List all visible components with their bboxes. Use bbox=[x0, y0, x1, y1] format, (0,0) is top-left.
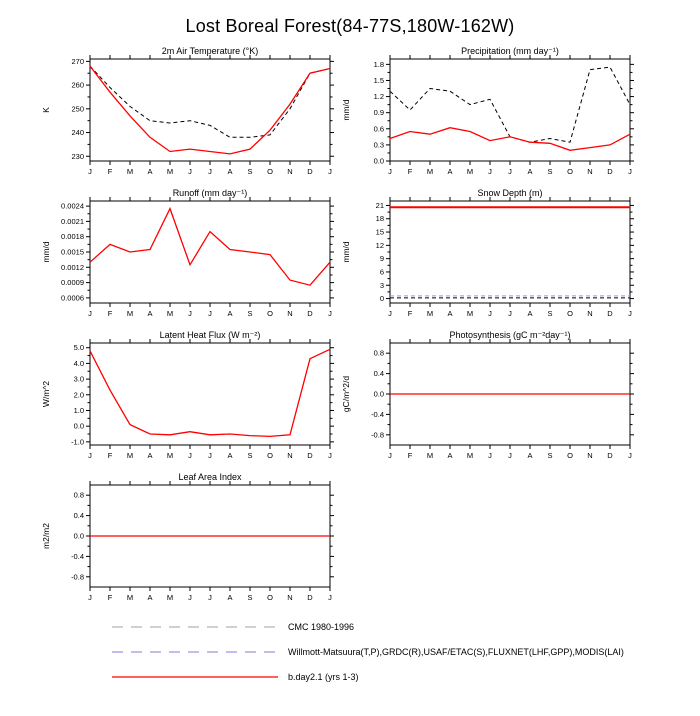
svg-text:0.0: 0.0 bbox=[373, 156, 384, 166]
svg-text:230: 230 bbox=[71, 151, 84, 161]
svg-text:M: M bbox=[166, 593, 174, 602]
svg-text:A: A bbox=[447, 451, 453, 460]
svg-text:D: D bbox=[607, 451, 613, 460]
svg-text:6: 6 bbox=[379, 267, 384, 277]
svg-text:M: M bbox=[126, 593, 134, 602]
legend-entry bbox=[110, 671, 700, 683]
svg-text:0.0024: 0.0024 bbox=[61, 201, 84, 211]
svg-text:J: J bbox=[328, 451, 332, 460]
svg-text:J: J bbox=[388, 167, 392, 176]
svg-text:5.0: 5.0 bbox=[73, 343, 84, 353]
legend-label: b.day2.1 (yrs 1-3) bbox=[288, 672, 359, 682]
svg-text:N: N bbox=[287, 309, 293, 318]
svg-text:0.0: 0.0 bbox=[73, 421, 84, 431]
svg-text:O: O bbox=[267, 451, 273, 460]
svg-text:J: J bbox=[628, 451, 632, 460]
chart-canvas-runoff bbox=[38, 187, 338, 327]
svg-text:J: J bbox=[628, 167, 632, 176]
svg-text:250: 250 bbox=[71, 104, 84, 114]
svg-text:S: S bbox=[247, 593, 253, 602]
svg-text:N: N bbox=[587, 309, 593, 318]
chart-canvas-snow-depth bbox=[338, 187, 638, 327]
svg-text:Leaf Area Index: Leaf Area Index bbox=[178, 472, 242, 482]
svg-text:D: D bbox=[307, 167, 313, 176]
svg-text:M: M bbox=[466, 309, 474, 318]
svg-text:M: M bbox=[126, 451, 134, 460]
svg-text:J: J bbox=[188, 167, 192, 176]
svg-text:-0.4: -0.4 bbox=[71, 551, 84, 561]
svg-text:D: D bbox=[607, 309, 613, 318]
charts-grid bbox=[38, 45, 700, 611]
svg-text:-0.4: -0.4 bbox=[371, 409, 384, 419]
svg-text:J: J bbox=[388, 309, 392, 318]
svg-text:J: J bbox=[488, 451, 492, 460]
svg-text:0: 0 bbox=[379, 294, 384, 304]
svg-text:J: J bbox=[88, 451, 92, 460]
svg-text:M: M bbox=[426, 451, 434, 460]
svg-text:S: S bbox=[547, 451, 553, 460]
svg-text:0.6: 0.6 bbox=[373, 124, 384, 134]
svg-text:0.8: 0.8 bbox=[373, 348, 384, 358]
svg-text:Runoff (mm day⁻¹): Runoff (mm day⁻¹) bbox=[172, 188, 248, 198]
svg-text:2m Air Temperature (°K): 2m Air Temperature (°K) bbox=[161, 46, 259, 56]
svg-text:O: O bbox=[267, 309, 273, 318]
svg-text:A: A bbox=[147, 593, 153, 602]
svg-text:A: A bbox=[227, 593, 233, 602]
svg-text:0.0009: 0.0009 bbox=[61, 278, 84, 288]
svg-text:O: O bbox=[267, 593, 273, 602]
svg-text:A: A bbox=[527, 309, 533, 318]
svg-text:Precipitation (mm day⁻¹): Precipitation (mm day⁻¹) bbox=[461, 46, 559, 56]
svg-text:1.0: 1.0 bbox=[73, 405, 84, 415]
series-line bbox=[90, 349, 330, 436]
svg-text:W/m^2: W/m^2 bbox=[41, 380, 51, 408]
svg-text:Latent Heat Flux (W m⁻²): Latent Heat Flux (W m⁻²) bbox=[159, 330, 261, 340]
svg-text:J: J bbox=[208, 167, 212, 176]
chart-panel-photosynthesis bbox=[338, 329, 638, 469]
legend-line-swatch bbox=[110, 646, 280, 658]
svg-text:J: J bbox=[208, 309, 212, 318]
svg-text:M: M bbox=[426, 309, 434, 318]
svg-text:J: J bbox=[488, 309, 492, 318]
svg-text:Snow Depth (m): Snow Depth (m) bbox=[477, 188, 543, 198]
svg-text:3: 3 bbox=[379, 280, 384, 290]
legend bbox=[110, 621, 700, 683]
svg-text:270: 270 bbox=[71, 56, 84, 66]
svg-text:M: M bbox=[126, 167, 134, 176]
page-title: Lost Boreal Forest(84-77S,180W-162W) bbox=[185, 16, 515, 36]
series-line bbox=[90, 209, 330, 286]
svg-text:gC/m^2/d: gC/m^2/d bbox=[341, 375, 351, 413]
svg-text:18: 18 bbox=[375, 214, 384, 224]
svg-text:S: S bbox=[247, 451, 253, 460]
svg-text:-1.0: -1.0 bbox=[71, 437, 84, 447]
svg-text:A: A bbox=[227, 451, 233, 460]
svg-text:J: J bbox=[328, 593, 332, 602]
svg-text:J: J bbox=[488, 167, 492, 176]
svg-text:A: A bbox=[147, 451, 153, 460]
series-line bbox=[90, 66, 330, 154]
svg-text:9: 9 bbox=[379, 254, 384, 264]
svg-text:mm/d: mm/d bbox=[341, 99, 351, 121]
svg-text:Photosynthesis (gC m⁻²day⁻¹): Photosynthesis (gC m⁻²day⁻¹) bbox=[449, 330, 571, 340]
svg-text:S: S bbox=[547, 309, 553, 318]
svg-text:O: O bbox=[267, 167, 273, 176]
svg-text:N: N bbox=[287, 593, 293, 602]
svg-text:D: D bbox=[607, 167, 613, 176]
chart-canvas-leaf-area-index bbox=[38, 471, 338, 611]
svg-text:J: J bbox=[88, 593, 92, 602]
svg-text:F: F bbox=[107, 167, 113, 176]
svg-text:O: O bbox=[567, 167, 573, 176]
svg-text:N: N bbox=[587, 167, 593, 176]
svg-text:F: F bbox=[407, 451, 413, 460]
svg-text:0.4: 0.4 bbox=[73, 511, 84, 521]
legend-line-swatch bbox=[110, 621, 280, 633]
report-page bbox=[0, 16, 700, 683]
svg-text:J: J bbox=[208, 451, 212, 460]
svg-text:-0.8: -0.8 bbox=[371, 430, 384, 440]
svg-text:0.9: 0.9 bbox=[373, 108, 384, 118]
svg-text:M: M bbox=[426, 167, 434, 176]
svg-text:m2/m2: m2/m2 bbox=[41, 523, 51, 549]
svg-text:F: F bbox=[107, 309, 113, 318]
svg-text:0.0012: 0.0012 bbox=[61, 262, 84, 272]
svg-text:15: 15 bbox=[375, 227, 384, 237]
svg-text:O: O bbox=[567, 451, 573, 460]
svg-text:260: 260 bbox=[71, 80, 84, 90]
svg-text:A: A bbox=[147, 167, 153, 176]
svg-text:J: J bbox=[508, 451, 512, 460]
svg-text:0.0006: 0.0006 bbox=[61, 293, 84, 303]
svg-text:3.0: 3.0 bbox=[73, 374, 84, 384]
series-line bbox=[390, 128, 630, 151]
svg-text:J: J bbox=[208, 593, 212, 602]
chart-canvas-precipitation bbox=[338, 45, 638, 185]
svg-text:A: A bbox=[527, 167, 533, 176]
svg-text:D: D bbox=[307, 309, 313, 318]
svg-text:A: A bbox=[227, 309, 233, 318]
svg-text:0.0015: 0.0015 bbox=[61, 247, 84, 257]
svg-text:D: D bbox=[307, 451, 313, 460]
legend-line-swatch bbox=[110, 671, 280, 683]
svg-text:F: F bbox=[407, 309, 413, 318]
svg-text:J: J bbox=[88, 167, 92, 176]
svg-text:-0.8: -0.8 bbox=[71, 572, 84, 582]
svg-text:J: J bbox=[328, 309, 332, 318]
chart-panel-runoff bbox=[38, 187, 338, 327]
svg-text:S: S bbox=[247, 309, 253, 318]
svg-text:J: J bbox=[328, 167, 332, 176]
svg-text:J: J bbox=[628, 309, 632, 318]
svg-text:M: M bbox=[466, 167, 474, 176]
svg-text:12: 12 bbox=[375, 240, 384, 250]
svg-text:O: O bbox=[567, 309, 573, 318]
series-line bbox=[90, 66, 330, 137]
svg-text:A: A bbox=[447, 167, 453, 176]
chart-panel-snow-depth bbox=[338, 187, 638, 327]
svg-text:M: M bbox=[466, 451, 474, 460]
svg-text:0.0021: 0.0021 bbox=[61, 216, 84, 226]
svg-text:F: F bbox=[107, 593, 113, 602]
svg-text:S: S bbox=[247, 167, 253, 176]
svg-text:M: M bbox=[126, 309, 134, 318]
svg-text:A: A bbox=[147, 309, 153, 318]
legend-entry bbox=[110, 621, 700, 633]
svg-text:1.5: 1.5 bbox=[373, 75, 384, 85]
svg-text:2.0: 2.0 bbox=[73, 390, 84, 400]
legend-label: Willmott-Matsuura(T,P),GRDC(R),USAF/ETAC(S),FLUXNET(LHF,GPP),MODIS(LAI) bbox=[288, 647, 624, 657]
svg-text:1.8: 1.8 bbox=[373, 59, 384, 69]
svg-text:J: J bbox=[88, 309, 92, 318]
svg-text:J: J bbox=[188, 451, 192, 460]
series-line bbox=[390, 67, 630, 142]
legend-label: CMC 1980-1996 bbox=[288, 622, 355, 632]
svg-text:J: J bbox=[188, 309, 192, 318]
chart-canvas-air-temperature bbox=[38, 45, 338, 185]
svg-text:M: M bbox=[166, 167, 174, 176]
svg-text:1.2: 1.2 bbox=[373, 92, 384, 102]
svg-text:4.0: 4.0 bbox=[73, 358, 84, 368]
svg-text:A: A bbox=[447, 309, 453, 318]
svg-text:S: S bbox=[547, 167, 553, 176]
chart-canvas-latent-heat-flux bbox=[38, 329, 338, 469]
svg-text:A: A bbox=[227, 167, 233, 176]
svg-text:J: J bbox=[388, 451, 392, 460]
svg-text:M: M bbox=[166, 451, 174, 460]
svg-text:0.4: 0.4 bbox=[373, 369, 384, 379]
svg-text:J: J bbox=[508, 309, 512, 318]
svg-text:F: F bbox=[407, 167, 413, 176]
chart-panel-leaf-area-index bbox=[38, 471, 338, 611]
svg-text:A: A bbox=[527, 451, 533, 460]
svg-text:0.0018: 0.0018 bbox=[61, 232, 84, 242]
svg-text:F: F bbox=[107, 451, 113, 460]
svg-text:mm/d: mm/d bbox=[41, 241, 51, 263]
svg-text:240: 240 bbox=[71, 128, 84, 138]
svg-text:0.0: 0.0 bbox=[73, 531, 84, 541]
svg-text:D: D bbox=[307, 593, 313, 602]
svg-text:21: 21 bbox=[375, 200, 384, 210]
chart-panel-latent-heat-flux bbox=[38, 329, 338, 469]
svg-text:0.0: 0.0 bbox=[373, 389, 384, 399]
svg-text:N: N bbox=[287, 167, 293, 176]
svg-text:J: J bbox=[508, 167, 512, 176]
svg-text:J: J bbox=[188, 593, 192, 602]
svg-text:N: N bbox=[287, 451, 293, 460]
legend-entry bbox=[110, 646, 700, 658]
chart-panel-air-temperature bbox=[38, 45, 338, 185]
svg-text:0.8: 0.8 bbox=[73, 490, 84, 500]
svg-text:K: K bbox=[41, 107, 51, 113]
chart-canvas-photosynthesis bbox=[338, 329, 638, 469]
svg-text:0.3: 0.3 bbox=[373, 140, 384, 150]
svg-text:mm/d: mm/d bbox=[341, 241, 351, 263]
chart-panel-precipitation bbox=[338, 45, 638, 185]
svg-text:N: N bbox=[587, 451, 593, 460]
svg-text:M: M bbox=[166, 309, 174, 318]
